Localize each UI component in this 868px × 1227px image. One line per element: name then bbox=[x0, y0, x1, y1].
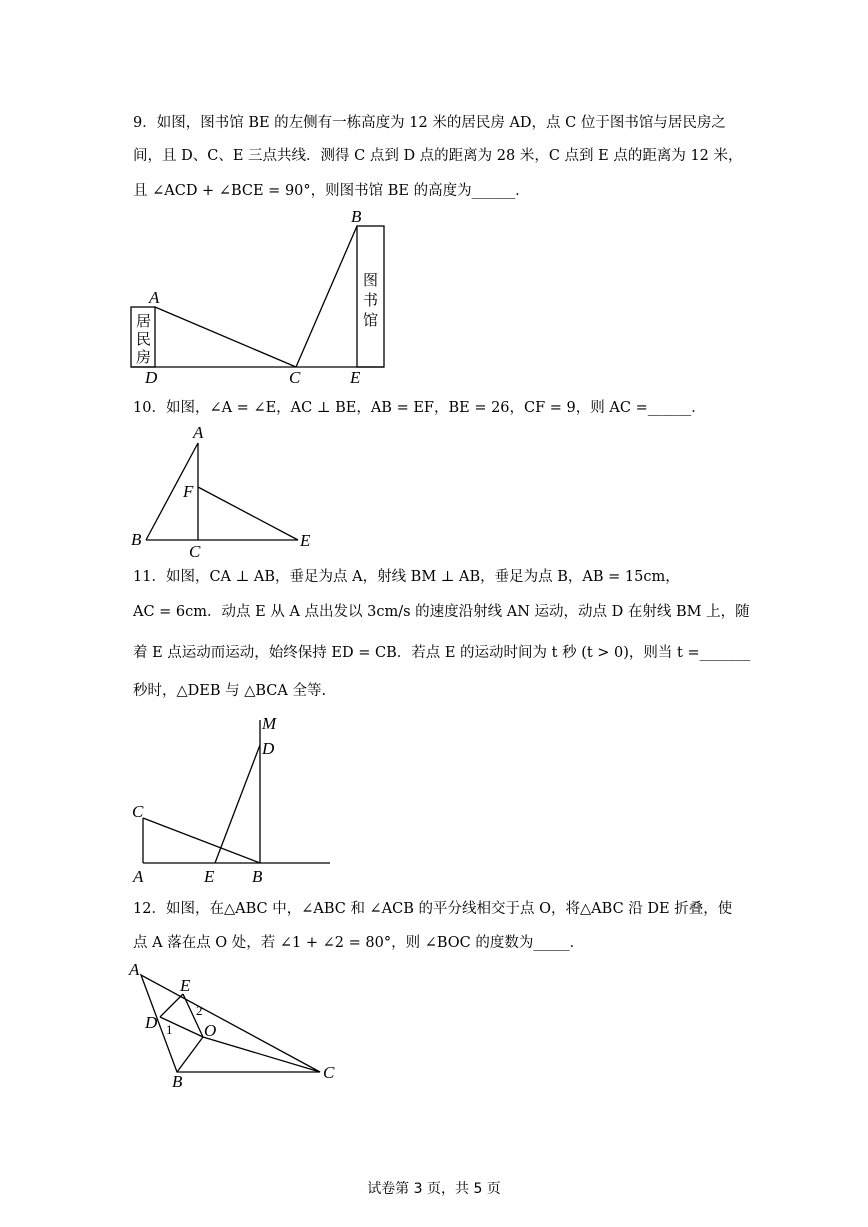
library-char-1: 图 bbox=[363, 271, 379, 289]
house-char-1: 居 bbox=[136, 312, 152, 330]
page-footer: 试卷第 3 页，共 5 页 bbox=[367, 1181, 501, 1197]
library-char-3: 馆 bbox=[363, 311, 379, 329]
q11-figure bbox=[125, 708, 340, 890]
q11-label-e: E bbox=[204, 867, 215, 886]
q9-figure bbox=[120, 205, 400, 390]
q9-label-b: B bbox=[351, 207, 362, 226]
q12-label-c: C bbox=[323, 1063, 335, 1082]
q11-label-c: C bbox=[132, 802, 144, 821]
q11-line-3: 着 E 点运动而运动，始终保持 ED = CB．若点 E 的运动时间为 t 秒 (t > 0)，则当 t =_______ bbox=[133, 645, 751, 661]
q11-line-4: 秒时，△DEB 与 △BCA 全等. bbox=[133, 683, 327, 699]
q12-label-b: B bbox=[172, 1072, 183, 1090]
q11-label-d: D bbox=[262, 739, 275, 758]
q10-label-f: F bbox=[183, 482, 194, 501]
q11-line-2: AC = 6cm．动点 E 从 A 点出发以 3cm/s 的速度沿射线 AN 运动，动点 D 在射线 BM 上，随 bbox=[133, 604, 750, 620]
q11-line-1: 11．如图，CA ⊥ AB，垂足为点 A，射线 BM ⊥ AB，垂足为点 B，AB = 15cm， bbox=[133, 569, 680, 585]
q12-label-d: D bbox=[145, 1013, 158, 1032]
q10-label-c: C bbox=[189, 542, 201, 560]
q9-line-2: 间，且 D、C、E 三点共线．测得 C 点到 D 点的距离为 28 米，C 点到 E 点的距离为 12 米， bbox=[133, 148, 743, 164]
q12-line-2: 点 A 落在点 O 处，若 ∠1 + ∠2 = 80°，则 ∠BOC 的度数为_____． bbox=[133, 935, 585, 951]
q11-label-m: M bbox=[262, 714, 277, 733]
q9-line-1: 9．如图，图书馆 BE 的左侧有一栋高度为 12 米的居民房 AD，点 C 位于图书馆与居民房之 bbox=[133, 115, 726, 131]
q9-label-a: A bbox=[149, 288, 160, 307]
q12-label-o: O bbox=[204, 1021, 217, 1040]
q12-angle-1: 1 bbox=[166, 1022, 173, 1037]
q10-line-1: 10．如图，∠A = ∠E，AC ⊥ BE，AB = EF，BE = 26，CF = 9，则 AC =______． bbox=[133, 400, 706, 416]
q10-figure bbox=[125, 420, 325, 560]
q9-label-d: D bbox=[145, 368, 158, 387]
library-char-2: 书 bbox=[363, 291, 379, 309]
q12-angle-2: 2 bbox=[196, 1003, 203, 1018]
q10-label-e: E bbox=[300, 531, 311, 550]
q12-line-1: 12．如图，在△ABC 中，∠ABC 和 ∠ACB 的平分线相交于点 O，将△ABC 沿 DE 折叠，使 bbox=[133, 901, 733, 917]
q11-label-a: A bbox=[133, 867, 144, 886]
q10-label-b: B bbox=[131, 530, 142, 549]
house-char-3: 房 bbox=[136, 348, 152, 366]
q12-label-e: E bbox=[180, 976, 191, 995]
q9-label-c: C bbox=[289, 368, 301, 387]
house-char-2: 民 bbox=[136, 330, 152, 348]
q11-label-b: B bbox=[252, 867, 263, 886]
q12-label-a: A bbox=[129, 960, 140, 979]
q12-figure bbox=[122, 958, 344, 1090]
q9-label-e: E bbox=[350, 368, 361, 387]
q10-label-a: A bbox=[193, 423, 204, 442]
q9-line-3: 且 ∠ACD + ∠BCE = 90°，则图书馆 BE 的高度为______． bbox=[133, 183, 530, 199]
